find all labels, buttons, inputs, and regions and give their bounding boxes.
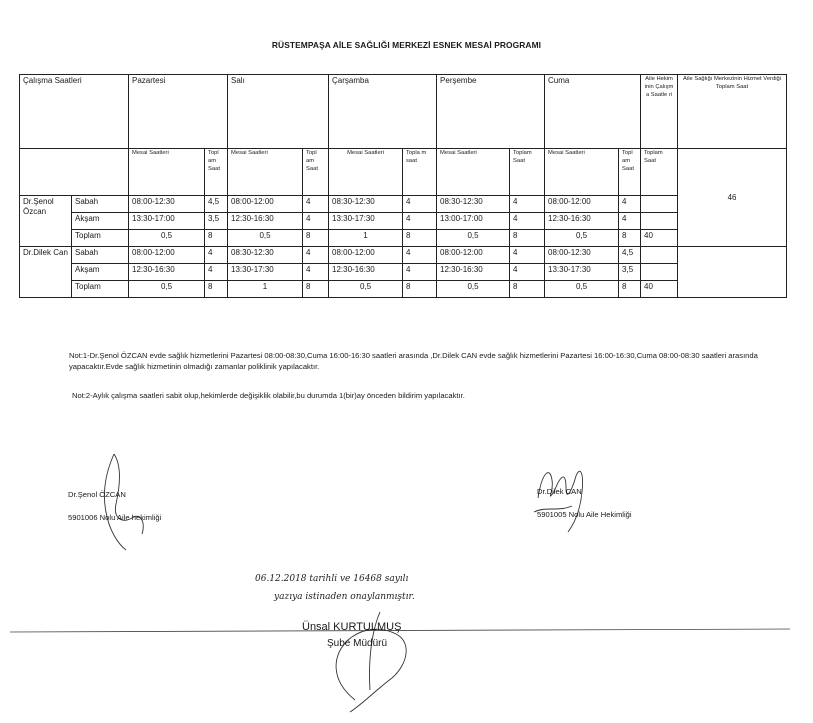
right-signer-name: Dr.Dilek CAN: [537, 487, 582, 496]
total-cell: 4: [403, 264, 437, 281]
left-signer-code: 5901006 Nolu Aile hekimliği: [68, 513, 162, 522]
hours-cell: 08:00-12:00: [329, 247, 403, 264]
note-2: Not:2-Aylık çalışma saatleri sabit olup,hekimlerde değişiklik olabilir,bu durumda 1(bir)ay önceden bildirim yapılacaktır.: [72, 391, 465, 400]
document-title: RÜSTEMPAŞA AİLE SAĞLIĞI MERKEZİ ESNEK MESAİ PROGRAMI: [271, 40, 542, 50]
hours-cell: 1: [228, 281, 303, 298]
hours-cell: 0,5: [545, 230, 619, 247]
header-calisma-saatleri: Çalışma Saatleri: [20, 75, 129, 149]
total-cell: 8: [403, 281, 437, 298]
subheader-mesai: Mesai Saatleri: [545, 149, 619, 196]
left-signer-name: Dr.Şenol ÖZCAN: [68, 490, 126, 499]
total-cell: 4: [510, 247, 545, 264]
total-cell: 8: [510, 230, 545, 247]
hours-cell: 08:00-12:00: [437, 247, 510, 264]
subheader-toplam: Toplam Saat: [510, 149, 545, 196]
subheader-mesai: Mesai Saatleri: [129, 149, 205, 196]
header-day: Perşembe: [437, 75, 545, 149]
hours-cell: 08:30-12:30: [228, 247, 303, 264]
total-cell: 8: [510, 281, 545, 298]
hours-cell: 08:00-12:30: [129, 196, 205, 213]
hours-cell: 08:30-12:30: [437, 196, 510, 213]
total-cell: 4,5: [205, 196, 228, 213]
hours-cell: 0,5: [545, 281, 619, 298]
weekly-total-cell: 40: [641, 281, 678, 298]
hours-cell: 08:00-12:30: [545, 247, 619, 264]
shift-label: Sabah: [72, 196, 129, 213]
hours-cell: 08:00-12:00: [545, 196, 619, 213]
hours-cell: 0,5: [329, 281, 403, 298]
header-day: Pazartesi: [129, 75, 228, 149]
header-day: Çarşamba: [329, 75, 437, 149]
shift-label: Akşam: [72, 264, 129, 281]
header-asm-total: Aile Sağlığı Merkezinin Hizmet Verdiği Toplam Saat: [678, 75, 787, 149]
right-signer-code: 5901005 Nolu Aile Hekimliği: [537, 510, 632, 519]
hours-cell: 13:30-17:30: [545, 264, 619, 281]
shift-label: Toplam: [72, 230, 129, 247]
hours-cell: 12:30-16:30: [228, 213, 303, 230]
total-cell: 3,5: [619, 264, 641, 281]
hours-cell: 08:30-12:30: [329, 196, 403, 213]
subheader-mesai: Mesai Saatleri: [437, 149, 510, 196]
hours-cell: 08:00-12:00: [129, 247, 205, 264]
shift-label: Toplam: [72, 281, 129, 298]
subheader-mesai: Mesai Saatleri: [329, 149, 403, 196]
total-cell: 4: [510, 264, 545, 281]
total-cell: 8: [619, 281, 641, 298]
hours-cell: 0,5: [437, 281, 510, 298]
hours-cell: 13:30-17:30: [329, 213, 403, 230]
total-cell: 4: [510, 213, 545, 230]
header-day: Salı: [228, 75, 329, 149]
asm-total-value: 46: [678, 149, 787, 247]
total-cell: 3,5: [205, 213, 228, 230]
total-cell: 8: [205, 230, 228, 247]
header-hekim-total: Aile Hekim inin Çalışm a Saatle ri: [641, 75, 678, 149]
subheader-toplam: Topla m saat: [403, 149, 437, 196]
total-cell: 4: [619, 196, 641, 213]
total-cell: 8: [619, 230, 641, 247]
hours-cell: 0,5: [228, 230, 303, 247]
subheader-mesai: Mesai Saatleri: [228, 149, 303, 196]
header-day: Cuma: [545, 75, 641, 149]
hours-cell: 1: [329, 230, 403, 247]
total-cell: 4,5: [619, 247, 641, 264]
total-cell: 4: [303, 264, 329, 281]
hours-cell: 12:30-16:30: [129, 264, 205, 281]
handwritten-line-2: yazıya istinaden onaylanmıştır.: [274, 592, 415, 602]
stamp-title: Şube Müdürü: [327, 638, 388, 649]
shift-label: Sabah: [72, 247, 129, 264]
total-cell: 8: [403, 230, 437, 247]
total-cell: 4: [205, 264, 228, 281]
subheader-toplam: Topl am Saat: [205, 149, 228, 196]
hours-cell: 13:00-17:00: [437, 213, 510, 230]
weekly-total-cell: 40: [641, 230, 678, 247]
subheader-toplam: Topl am Saat: [303, 149, 329, 196]
total-cell: 8: [303, 230, 329, 247]
hours-cell: 12:30-16:30: [545, 213, 619, 230]
subheader-toplam: Topl am Saat: [619, 149, 641, 196]
hours-cell: 12:30-16:30: [329, 264, 403, 281]
hours-cell: 08:00-12:00: [228, 196, 303, 213]
note-1: Not:1-Dr.Şenol ÖZCAN evde sağlık hizmetlerini Pazartesi 08:00-08:30,Cuma 16:00-16:30 saatleri arasında ,Dr.Dilek CAN evde sağlık hizmetlerini Pazartesi 16:00-16:30,Cuma 08:00-08:30 saatleri arasında yapacaktır.Evde sağlık hizmetinin olmadığı zamanlar poliklinik yapılacaktır.: [69, 351, 758, 371]
shift-label: Akşam: [72, 213, 129, 230]
total-cell: 4: [619, 213, 641, 230]
hours-cell: 13:30-17:30: [228, 264, 303, 281]
hours-cell: 0,5: [129, 281, 205, 298]
hours-cell: 12:30-16:30: [437, 264, 510, 281]
total-cell: 4: [303, 196, 329, 213]
stamp-name: Ünsal KURTULMUŞ: [302, 621, 402, 633]
doctor-name: Dr.Şenol Özcan: [20, 196, 72, 247]
total-cell: 8: [205, 281, 228, 298]
hours-cell: 13:30-17:00: [129, 213, 205, 230]
total-cell: 4: [303, 247, 329, 264]
hours-cell: 0,5: [437, 230, 510, 247]
doctor-name: Dr.Dilek Can: [20, 247, 72, 298]
total-cell: 8: [303, 281, 329, 298]
hours-cell: 0,5: [129, 230, 205, 247]
subheader-toplam-saat: Toplam Saat: [641, 149, 678, 196]
handwritten-line-1: 06.12.2018 tarihli ve 16468 sayılı: [255, 574, 409, 584]
total-cell: 4: [510, 196, 545, 213]
total-cell: 4: [403, 196, 437, 213]
total-cell: 4: [303, 213, 329, 230]
total-cell: 4: [403, 213, 437, 230]
total-cell: 4: [205, 247, 228, 264]
total-cell: 4: [403, 247, 437, 264]
